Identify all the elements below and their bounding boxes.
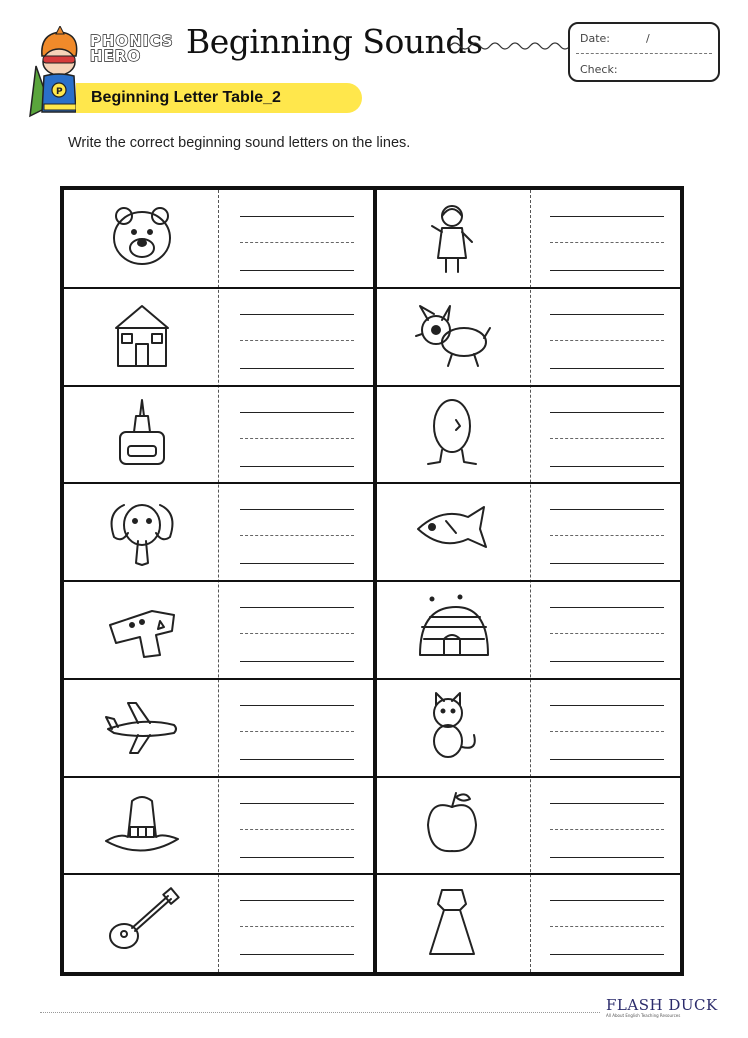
subtitle: Beginning Letter Table_2 (91, 89, 281, 106)
guitar-icon (102, 884, 182, 960)
wave-decoration-icon (450, 40, 570, 52)
flashduck-logo (606, 996, 724, 1022)
page-title: Beginning Sounds (186, 22, 483, 61)
girl-icon (412, 200, 492, 276)
writing-line-base-right[interactable] (550, 954, 664, 955)
row-divider (64, 678, 680, 680)
picture-cell-right (412, 591, 492, 667)
writing-line-top-left[interactable] (240, 607, 354, 608)
picture-cell-right (412, 884, 492, 960)
writing-line-base-left[interactable] (240, 270, 354, 271)
writing-line-top-right[interactable] (550, 412, 664, 413)
writing-line-top-left[interactable] (240, 803, 354, 804)
hat-icon (102, 787, 182, 863)
date-separator: / (646, 32, 650, 45)
writing-line-mid-left[interactable] (240, 242, 354, 243)
picture-cell-left (102, 200, 182, 276)
row-divider (64, 580, 680, 582)
check-label: Check: (580, 63, 618, 76)
picture-cell-right (412, 787, 492, 863)
writing-line-base-left[interactable] (240, 368, 354, 369)
writing-line-base-right[interactable] (550, 466, 664, 467)
picture-cell-left (102, 396, 182, 472)
writing-line-mid-left[interactable] (240, 633, 354, 634)
picture-cell-right (412, 200, 492, 276)
row-divider (64, 482, 680, 484)
picture-cell-right (412, 396, 492, 472)
row-divider (64, 776, 680, 778)
writing-line-top-left[interactable] (240, 412, 354, 413)
writing-line-base-right[interactable] (550, 368, 664, 369)
writing-line-top-left[interactable] (240, 509, 354, 510)
gun-icon (102, 591, 182, 667)
bear-icon (102, 200, 182, 276)
brand-line-1: PHONICS (90, 32, 174, 50)
writing-line-base-left[interactable] (240, 759, 354, 760)
footer-divider (40, 1012, 600, 1013)
beginning-letter-table (60, 186, 684, 976)
fish-icon (412, 493, 492, 569)
writing-line-top-right[interactable] (550, 216, 664, 217)
picture-cell-left (102, 884, 182, 960)
igloo-icon (412, 591, 492, 667)
date-label: Date: (580, 32, 610, 45)
writing-line-mid-right[interactable] (550, 829, 664, 830)
writing-line-base-right[interactable] (550, 563, 664, 564)
writing-line-top-left[interactable] (240, 216, 354, 217)
brand-line-2: HERO (90, 47, 142, 65)
dog-icon (412, 298, 492, 374)
writing-line-top-right[interactable] (550, 509, 664, 510)
writing-line-mid-right[interactable] (550, 438, 664, 439)
row-divider (64, 287, 680, 289)
writing-line-mid-left[interactable] (240, 926, 354, 927)
row-divider (64, 873, 680, 875)
elephant-icon (102, 493, 182, 569)
picture-cell-left (102, 493, 182, 569)
writing-line-mid-right[interactable] (550, 731, 664, 732)
svg-text:P: P (56, 87, 63, 97)
date-box-divider (576, 53, 712, 54)
worksheet-header (0, 0, 748, 120)
instruction-text: Write the correct beginning sound letters on the lines. (68, 135, 411, 151)
dress-icon (412, 884, 492, 960)
writing-line-base-right[interactable] (550, 270, 664, 271)
apple-icon (412, 787, 492, 863)
writing-line-mid-left[interactable] (240, 535, 354, 536)
writing-line-mid-left[interactable] (240, 340, 354, 341)
picture-cell-right (412, 493, 492, 569)
writing-line-mid-left[interactable] (240, 438, 354, 439)
writing-line-top-right[interactable] (550, 705, 664, 706)
writing-line-top-right[interactable] (550, 900, 664, 901)
writing-line-top-right[interactable] (550, 314, 664, 315)
writing-line-mid-left[interactable] (240, 829, 354, 830)
picture-cell-left (102, 591, 182, 667)
logo-tagline: All About English Teaching Resources (606, 1013, 681, 1018)
picture-cell-left (102, 787, 182, 863)
writing-line-mid-right[interactable] (550, 633, 664, 634)
writing-line-base-right[interactable] (550, 857, 664, 858)
writing-line-base-right[interactable] (550, 759, 664, 760)
egg-icon (412, 396, 492, 472)
writing-line-top-left[interactable] (240, 314, 354, 315)
house-icon (102, 298, 182, 374)
picture-cell-left (102, 298, 182, 374)
writing-line-base-left[interactable] (240, 954, 354, 955)
brand-logo (90, 34, 172, 64)
writing-line-base-right[interactable] (550, 661, 664, 662)
date-check-box (568, 22, 720, 82)
cat-icon (412, 689, 492, 765)
row-divider (64, 385, 680, 387)
writing-line-mid-left[interactable] (240, 731, 354, 732)
picture-cell-left (102, 689, 182, 765)
writing-line-base-left[interactable] (240, 661, 354, 662)
writing-line-base-left[interactable] (240, 857, 354, 858)
glue-icon (102, 396, 182, 472)
writing-line-mid-right[interactable] (550, 535, 664, 536)
writing-line-base-left[interactable] (240, 563, 354, 564)
writing-line-base-left[interactable] (240, 466, 354, 467)
writing-line-top-right[interactable] (550, 607, 664, 608)
picture-cell-right (412, 298, 492, 374)
plane-icon (102, 689, 182, 765)
picture-cell-right (412, 689, 492, 765)
writing-line-top-right[interactable] (550, 803, 664, 804)
writing-line-mid-right[interactable] (550, 340, 664, 341)
logo-text: FLASH DUCK (606, 996, 718, 1014)
writing-line-mid-right[interactable] (550, 926, 664, 927)
writing-line-top-left[interactable] (240, 705, 354, 706)
writing-line-top-left[interactable] (240, 900, 354, 901)
writing-line-mid-right[interactable] (550, 242, 664, 243)
